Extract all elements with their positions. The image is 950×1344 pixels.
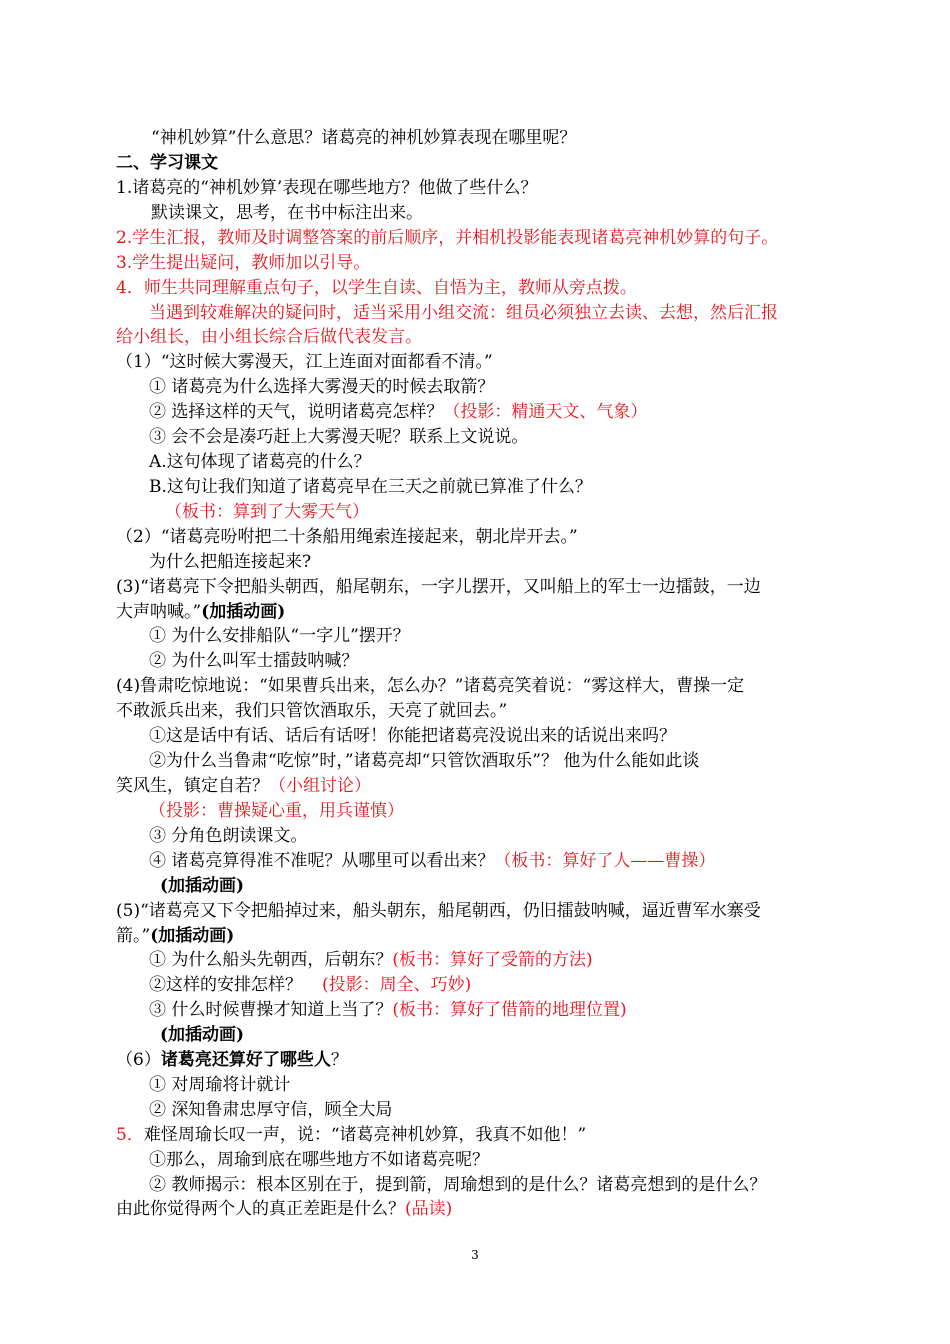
line: (5)“诸葛亮又下令把船掉过来，船头朝东，船尾朝西，仍旧擂鼓呐喊，逼近曹军水寨受 [116,901,761,921]
line: ① 对周瑜将计就计 [149,1075,291,1095]
line: ② 教师揭示：根本区别在于，提到箭，周瑜想到的是什么？诸葛亮想到的是什么？ [149,1175,767,1195]
line: ① 诸葛亮为什么选择大雾漫天的时候去取箭？ [149,377,495,397]
item-number: 5． [116,1125,144,1145]
line: (3)“诸葛亮下令把船头朝西，船尾朝东，一字儿摆开，又叫船上的军士一边擂鼓，一边 [116,577,761,597]
line: ② 为什么叫军士擂鼓呐喊？ [149,651,359,671]
line: 默读课文，思考，在书中标注出来。 [151,203,423,223]
line: 3.学生提出疑问，教师加以引导。 [116,253,371,273]
line: ③ 会不会是凑巧赶上大雾漫天呢？联系上文说说。 [149,427,529,447]
line: ② 选择这样的天气，说明诸葛亮怎样？（投影：精通天文、气象） [149,402,648,422]
line: 2.学生汇报，教师及时调整答案的前后顺序，并相机投影能表现诸葛亮神机妙算的句子。 [116,228,779,248]
line: 4．师生共同理解重点句子，以学生自读、自悟为主，教师从旁点拨。 [116,278,637,298]
projection-note: （投影：精通天文、气象） [443,402,648,422]
line: ②这样的安排怎样？ (投影：周全、巧妙) [149,975,472,995]
animation-note: (加插动画) [150,926,235,946]
line: ① 为什么安排船队“一字儿”摆开？ [149,626,410,646]
line: “神机妙算”什么意思？诸葛亮的神机妙算表现在哪里呢？ [151,128,577,148]
page-number: 3 [471,1248,479,1262]
line: 不敢派兵出来，我们只管饮酒取乐，天亮了就回去。” [116,701,508,721]
line: ② 深知鲁肃忠厚守信，顾全大局 [149,1100,393,1120]
line: A.这句体现了诸葛亮的什么？ [149,452,371,472]
section-heading: 二、学习课文 [116,153,218,173]
line: ③ 什么时候曹操才知道上当了？(板书：算好了借箭的地理位置) [149,1000,627,1020]
blackboard-note: (板书：算好了借箭的地理位置) [392,1000,627,1020]
reading-note: (品读) [405,1199,453,1219]
blackboard-note: （板书：算好了人——曹操） [494,851,716,871]
line: B.这句让我们知道了诸葛亮早在三天之前就已算准了什么？ [149,477,592,497]
line: 当遇到较难解决的疑问时，适当采用小组交流：组员必须独立去读、去想，然后汇报 [149,303,778,323]
line: (4)鲁肃吃惊地说：“如果曹兵出来，怎么办？”诸葛亮笑着说：“雾这样大，曹操一定 [116,676,745,696]
animation-note: (加插动画) [160,1025,245,1045]
group-discussion-note: （小组讨论） [269,776,371,796]
line: 笑风生，镇定自若？（小组讨论） [116,776,371,796]
line: 为什么把船连接起来? [149,552,312,572]
blackboard-note: (板书：算好了受箭的方法) [392,950,593,970]
line: ①这是话中有话、话后有话呀！你能把诸葛亮没说出来的话说出来吗？ [149,726,676,746]
line: ①那么，周瑜到底在哪些地方不如诸葛亮呢？ [149,1150,489,1170]
line: （6）诸葛亮还算好了哪些人？ [116,1050,348,1070]
line: （1）“这时候大雾漫天，江上连面对面都看不清。” [116,352,493,372]
line: 1.诸葛亮的“神机妙算’表现在哪些地方？他做了些什么？ [116,178,538,198]
animation-note: (加插动画) [160,876,245,896]
line: ④ 诸葛亮算得准不准呢？从哪里可以看出来？（板书：算好了人——曹操） [149,851,716,871]
line: 箭。”(加插动画) [116,926,235,946]
bold-question: 诸葛亮还算好了哪些人 [160,1050,331,1070]
projection-note: （投影：曹操疑心重，用兵谨慎） [149,801,404,821]
line: 5．难怪周瑜长叹一声，说：“诸葛亮神机妙算，我真不如他！” [116,1125,587,1145]
projection-note: (投影：周全、巧妙) [322,975,472,995]
blackboard-note: （板书：算到了大雾天气） [165,502,369,522]
line: ③ 分角色朗读课文。 [149,826,308,846]
animation-note: (加插动画) [201,602,286,622]
line: ① 为什么船头先朝西，后朝东？(板书：算好了受箭的方法) [149,950,593,970]
line: 由此你觉得两个人的真正差距是什么？(品读) [116,1199,453,1219]
line: （2）“诸葛亮吩咐把二十条船用绳索连接起来，朝北岸开去。” [116,527,578,547]
line: ②为什么当鲁肃“吃惊”时，”诸葛亮却“只管饮酒取乐”？ 他为什么能如此谈 [149,751,700,771]
line: 大声呐喊。”(加插动画) [116,602,286,622]
line: 给小组长，由小组长综合后做代表发言。 [116,327,422,347]
